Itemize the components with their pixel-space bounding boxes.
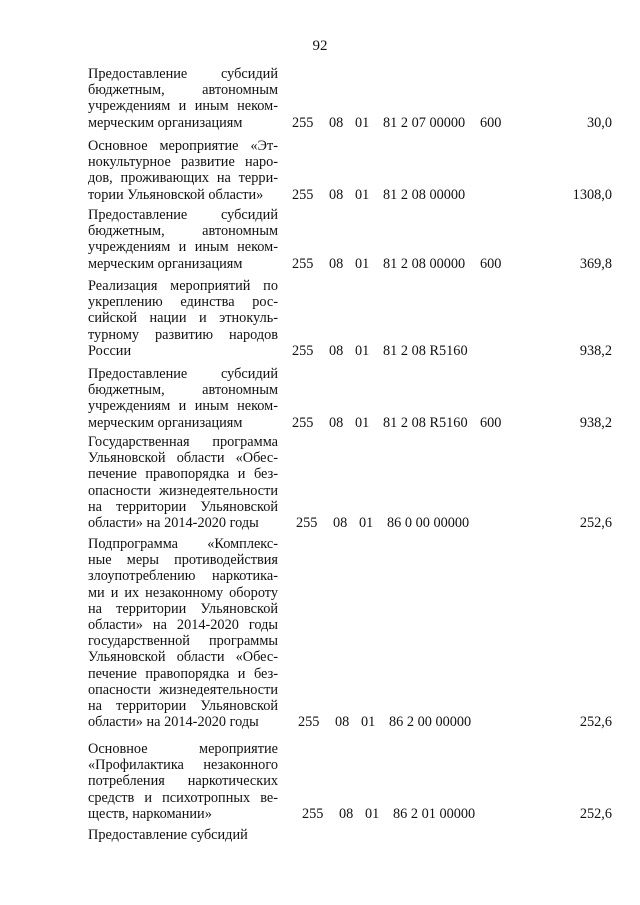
description-line: средств и психотропных ве-	[88, 789, 278, 806]
code-rz: 08	[333, 515, 348, 531]
row-description	[88, 138, 278, 203]
description-line: злоупотреблению наркотика-	[88, 568, 278, 585]
code-ved: 255	[292, 255, 314, 272]
code-rz: 08	[329, 414, 344, 431]
description-line: мерческим организациям	[88, 114, 243, 131]
code-vr: 600	[480, 255, 502, 272]
code-ved: 255	[298, 714, 320, 731]
description-line: бюджетным, автономным	[88, 82, 278, 99]
code-pr: 01	[365, 805, 380, 822]
description-line: на территории Ульяновской	[88, 600, 278, 617]
code-pr: 01	[355, 342, 370, 359]
row-amount: 252,6	[579, 714, 612, 731]
description-line: учреждениям и иным неком-	[88, 398, 278, 415]
description-line: опасности жизнедеятельности	[88, 482, 278, 499]
code-csr: 81 2 08 00000	[383, 255, 466, 272]
description-line: Ульяновской области «Обес-	[88, 649, 278, 666]
code-vr: 600	[480, 114, 502, 131]
description-line: укреплению единства рос-	[88, 294, 278, 311]
description-line: ми и их незаконному обороту	[88, 584, 278, 601]
row-description	[88, 278, 278, 359]
description-line: опасности жизнедеятельности	[88, 681, 278, 698]
code-rz: 08	[329, 114, 344, 131]
description-line: нокультурное развитие наро-	[88, 154, 278, 171]
page-number: 92	[312, 38, 328, 54]
row-amount: 369,8	[579, 255, 612, 272]
code-pr: 01	[355, 114, 370, 131]
description-line: «Профилактика незаконного	[88, 757, 278, 774]
row-description	[88, 434, 278, 531]
code-pr: 01	[355, 255, 370, 272]
description-line: ществ, наркомании»	[88, 805, 212, 822]
code-rz: 08	[329, 186, 344, 203]
code-csr: 81 2 08 00000	[383, 186, 466, 203]
row-amount: 1308,0	[572, 186, 612, 203]
code-ved: 255	[302, 805, 324, 822]
row-description	[88, 366, 278, 431]
row-description	[88, 741, 278, 822]
row-amount: 938,2	[579, 342, 612, 359]
code-pr: 01	[359, 515, 374, 531]
row-description	[88, 827, 278, 843]
row-description	[88, 207, 278, 272]
row-description	[88, 536, 278, 730]
code-ved: 255	[296, 515, 318, 531]
description-line: дов, проживающих на терри-	[88, 170, 278, 187]
description-line: Предоставление субсидий	[88, 66, 278, 82]
code-rz: 08	[329, 255, 344, 272]
code-csr: 86 2 01 00000	[393, 805, 476, 822]
code-ved: 255	[292, 186, 314, 203]
description-line: бюджетным, автономным	[88, 382, 278, 399]
description-line: на территории Ульяновской	[88, 498, 278, 515]
row-amount: 252,6	[579, 805, 612, 822]
description-line: турному развитию народов	[88, 326, 278, 343]
code-pr: 01	[355, 414, 370, 431]
description-line: сийской нации и этнокуль-	[88, 310, 278, 327]
description-line: Основное мероприятие	[88, 741, 278, 757]
description-line: печение правопорядка и без-	[88, 466, 278, 483]
description-line: области» на 2014-2020 годы	[88, 617, 278, 634]
row-amount: 252,6	[579, 515, 612, 531]
description-line: учреждениям и иным неком-	[88, 98, 278, 115]
description-line: тории Ульяновской области»	[88, 186, 264, 203]
description-line: потребления наркотических	[88, 773, 278, 790]
description-line: Подпрограмма «Комплекс-	[88, 536, 278, 552]
code-csr: 81 2 08 R5160	[383, 342, 468, 359]
description-line: учреждениям и иным неком-	[88, 239, 278, 256]
code-pr: 01	[361, 714, 376, 731]
code-csr: 86 2 00 00000	[389, 714, 472, 731]
description-line: Предоставление субсидий	[88, 827, 248, 843]
code-ved: 255	[292, 114, 314, 131]
description-line: Основное мероприятие «Эт-	[88, 138, 278, 154]
code-rz: 08	[329, 342, 344, 359]
description-line: России	[88, 342, 132, 359]
description-line: государственной программы	[88, 633, 278, 650]
description-line: Реализация мероприятий по	[88, 278, 278, 294]
description-line: области» на 2014-2020 годы	[88, 515, 259, 532]
code-csr: 81 2 08 R5160	[383, 414, 468, 431]
code-ved: 255	[292, 414, 314, 431]
row-description	[88, 66, 278, 131]
code-ved: 255	[292, 342, 314, 359]
description-line: на территории Ульяновской	[88, 698, 278, 715]
description-line: Ульяновской области «Обес-	[88, 450, 278, 467]
code-rz: 08	[335, 714, 350, 731]
description-line: бюджетным, автономным	[88, 223, 278, 240]
code-pr: 01	[355, 186, 370, 203]
row-amount: 938,2	[579, 414, 612, 431]
code-vr: 600	[480, 414, 502, 431]
code-rz: 08	[339, 805, 354, 822]
description-line: Предоставление субсидий	[88, 366, 278, 382]
description-line: области» на 2014-2020 годы	[88, 714, 259, 731]
description-line: печение правопорядка и без-	[88, 665, 278, 682]
description-line: Предоставление субсидий	[88, 207, 278, 223]
description-line: Государственная программа	[88, 434, 278, 450]
description-line: мерческим организациям	[88, 255, 243, 272]
description-line: ные меры противодействия	[88, 552, 278, 569]
code-csr: 86 0 00 00000	[387, 515, 470, 531]
row-amount: 30,0	[586, 114, 612, 131]
code-csr: 81 2 07 00000	[383, 114, 466, 131]
description-line: мерческим организациям	[88, 414, 243, 431]
